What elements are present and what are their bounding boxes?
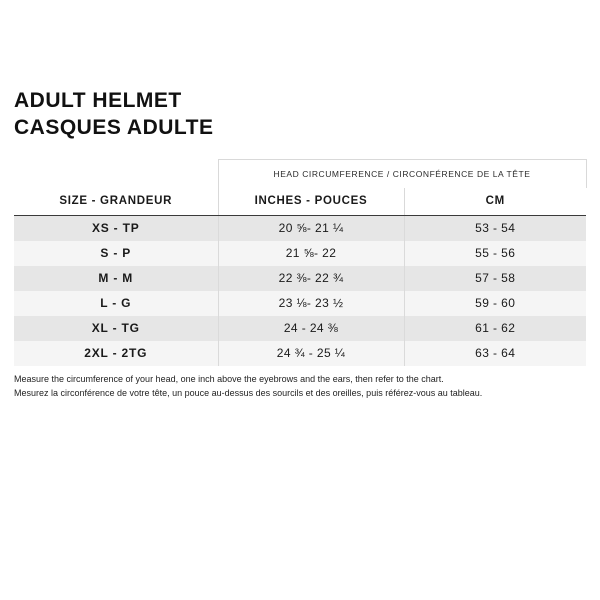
page-title xyxy=(14,0,586,142)
table-row xyxy=(14,215,586,241)
cell-inches: 24 ¾ - 25 ¼ xyxy=(218,341,404,366)
table-row xyxy=(14,266,586,291)
cell-cm: 63 - 64 xyxy=(404,341,586,366)
instruction-english: Measure the circumference of your head, one inch above the eyebrows and the ears, then refer to the chart. xyxy=(14,373,444,384)
table-row xyxy=(14,241,586,266)
table-header-row xyxy=(14,188,586,216)
cell-size: S - P xyxy=(14,241,218,266)
cell-inches: 24 - 24 ⅜ xyxy=(218,316,404,341)
table-group-header-row xyxy=(14,159,586,188)
group-header-circumference: HEAD CIRCUMFERENCE / CIRCONFÉRENCE DE LA TÊTE xyxy=(218,159,586,188)
column-header-size: SIZE - GRANDEUR xyxy=(14,188,218,216)
cell-inches: 21 ⅝- 22 xyxy=(218,241,404,266)
column-header-cm: CM xyxy=(404,188,586,216)
cell-cm: 55 - 56 xyxy=(404,241,586,266)
cell-size: XL - TG xyxy=(14,316,218,341)
cell-inches: 22 ⅜- 22 ¾ xyxy=(218,266,404,291)
cell-cm: 61 - 62 xyxy=(404,316,586,341)
group-header-spacer xyxy=(14,159,218,188)
cell-cm: 59 - 60 xyxy=(404,291,586,316)
cell-inches: 20 ⅝- 21 ¼ xyxy=(218,215,404,241)
table-row xyxy=(14,341,586,366)
table-row xyxy=(14,291,586,316)
column-header-inches: INCHES - POUCES xyxy=(218,188,404,216)
size-chart-table xyxy=(14,159,587,366)
instruction-french: Mesurez la circonférence de votre tête, un pouce au-dessus des sourcils et des oreilles, puis référez-vous au tableau. xyxy=(14,387,483,398)
title-line-english: ADULT HELMET xyxy=(14,89,182,112)
cell-cm: 53 - 54 xyxy=(404,215,586,241)
cell-inches: 23 ⅛- 23 ½ xyxy=(218,291,404,316)
cell-size: L - G xyxy=(14,291,218,316)
cell-size: XS - TP xyxy=(14,215,218,241)
cell-size: M - M xyxy=(14,266,218,291)
measurement-instructions xyxy=(14,373,586,401)
title-line-french: CASQUES ADULTE xyxy=(14,115,214,139)
cell-cm: 57 - 58 xyxy=(404,266,586,291)
cell-size: 2XL - 2TG xyxy=(14,341,218,366)
table-row xyxy=(14,316,586,341)
